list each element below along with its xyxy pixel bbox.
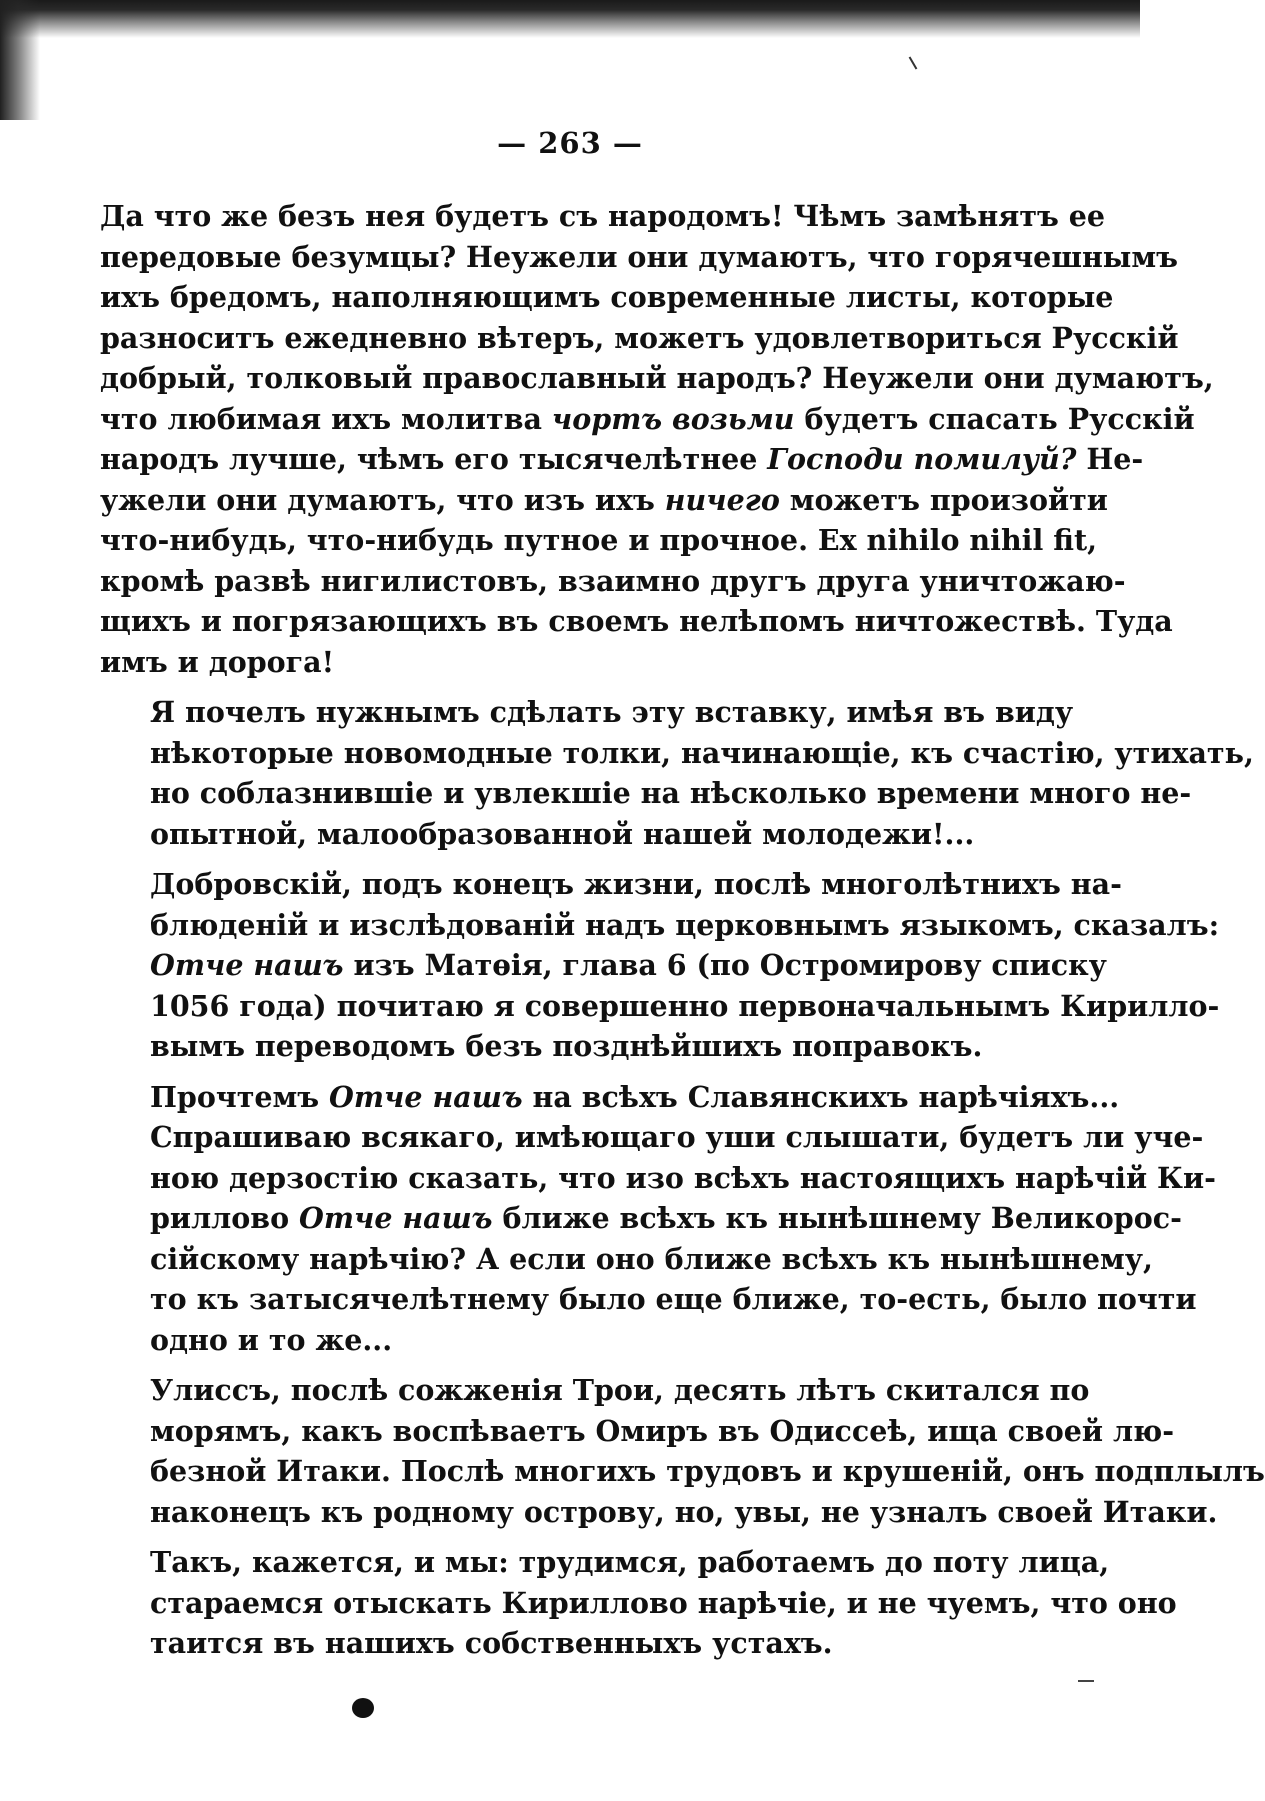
text-line: одно и то же...	[150, 1322, 393, 1357]
scan-edge-top	[0, 0, 1140, 38]
text-line: передовые безумцы? Неужели они думаютъ, что горячешнымъ	[100, 239, 1178, 274]
italic-phrase: чортъ возьми	[551, 401, 795, 436]
text-line: опытной, малообразованной нашей молодежи!...	[150, 816, 975, 851]
margin-mark	[1078, 1680, 1094, 1682]
text-line: добрый, толковый православный народъ? Неужели они думаютъ,	[100, 361, 1214, 395]
text-line: Спрашиваю всякаго, имѣющаго уши слышати, будетъ ли уче-	[150, 1120, 1204, 1154]
text-line: Такъ, кажется, и мы: трудимся, работаемъ до поту лица,	[150, 1545, 1110, 1579]
text-run: будетъ спасать Русскій	[794, 401, 1195, 436]
italic-phrase: Отче нашъ	[329, 1079, 523, 1114]
text-line: безной Итаки. Послѣ многихъ трудовъ и крушеній, онъ подплылъ	[150, 1454, 1265, 1488]
paragraph-4	[100, 1077, 1216, 1361]
body-text	[100, 196, 1265, 1664]
paragraph-6	[100, 1542, 1177, 1664]
text-line	[100, 1077, 1120, 1118]
text-run: Не-	[1076, 442, 1144, 476]
text-line: наконецъ къ родному острову, но, увы, не узналъ своей Итаки.	[150, 1494, 1218, 1529]
text-line: разноситъ ежедневно вѣтеръ, можетъ удовлетвориться Русскій	[100, 320, 1179, 355]
text-line: ихъ бредомъ, наполняющимъ современные листы, которые	[100, 280, 1114, 314]
text-line: стараемся отыскать Кириллово нарѣчіе, и не чуемъ, что оно	[150, 1585, 1177, 1620]
text-line: нѣкоторые новомодные толки, начинающіе, къ счастію, утихать,	[150, 735, 1254, 770]
text-line: что-нибудь, что-нибудь путное и прочное. Ex nihilo nihil fit,	[100, 523, 1098, 557]
text-line: Добровскій, подъ конецъ жизни, послѣ многолѣтнихъ на-	[150, 867, 1122, 901]
text-line: имъ и дорога!	[100, 644, 335, 679]
text-line	[100, 480, 1108, 521]
text-line: вымъ переводомъ безъ позднѣйшихъ поправокъ.	[150, 1029, 983, 1063]
paragraph-1	[100, 196, 1214, 682]
text-line: Да что же безъ нея будетъ съ народомъ! Чѣмъ замѣнятъ ее	[100, 199, 1106, 233]
text-line: сійскому нарѣчію? А если оно ближе всѣхъ къ нынѣшнему,	[150, 1241, 1153, 1276]
paragraph-5	[100, 1370, 1265, 1532]
text-run: что любимая ихъ молитва	[100, 401, 552, 436]
text-line: но соблазнившіе и увлекшіе на нѣсколько времени много не-	[150, 776, 1192, 810]
text-run: можетъ произойти	[779, 482, 1108, 517]
text-line: 1056 года) почитаю я совершенно первоначальнымъ Кирилло-	[150, 988, 1220, 1023]
text-line	[100, 1198, 1182, 1239]
text-line: ною дерзостію сказать, что изо всѣхъ настоящихъ нарѣчій Ки-	[150, 1160, 1216, 1195]
paragraph-3	[100, 864, 1220, 1067]
page-number: — 263 —	[497, 126, 643, 160]
text-run: народъ лучше, чѣмъ его тысячелѣтнее	[100, 442, 768, 476]
ink-blot	[352, 1698, 374, 1718]
text-line: таится въ нашихъ собственныхъ устахъ.	[150, 1626, 833, 1660]
text-run: изъ Матѳія, глава 6 (по Остромирову списку	[343, 948, 1107, 982]
text-line: Я почелъ нужнымъ сдѣлать эту вставку, имѣя въ виду	[150, 695, 1074, 729]
text-line: морямъ, какъ воспѣваетъ Омиръ въ Одиссеѣ, ища своей лю-	[150, 1413, 1175, 1448]
text-line	[100, 945, 1107, 986]
text-run: на всѣхъ Славянскихъ нарѣчіяхъ...	[522, 1079, 1120, 1114]
text-line: кромѣ развѣ нигилистовъ, взаимно другъ друга уничтожаю-	[100, 563, 1126, 598]
text-run: ближе всѣхъ къ нынѣшнему Великорос-	[492, 1201, 1182, 1235]
text-line	[100, 399, 1195, 440]
text-line: щихъ и погрязающихъ въ своемъ нелѣпомъ ничтожествѣ. Туда	[100, 604, 1173, 638]
text-run: ужели они думаютъ, что изъ ихъ	[100, 482, 665, 517]
italic-phrase: ничего	[664, 482, 780, 517]
paragraph-2	[100, 692, 1254, 854]
italic-phrase: Господи помилуй?	[767, 442, 1077, 476]
text-line: Улиссъ, послѣ сожженія Трои, десять лѣтъ скитался по	[150, 1373, 1090, 1407]
text-run: риллово	[150, 1201, 299, 1235]
italic-phrase: Отче нашъ	[150, 948, 344, 982]
text-line	[100, 439, 1144, 480]
text-line: то къ затысячелѣтнему было еще ближе, то-есть, было почти	[150, 1282, 1197, 1316]
scan-edge-left	[0, 0, 40, 120]
stray-mark	[909, 56, 918, 69]
text-line: блюденій и изслѣдованій надъ церковнымъ языкомъ, сказалъ:	[150, 907, 1220, 942]
text-run: Прочтемъ	[150, 1079, 330, 1114]
italic-phrase: Отче нашъ	[299, 1201, 493, 1235]
